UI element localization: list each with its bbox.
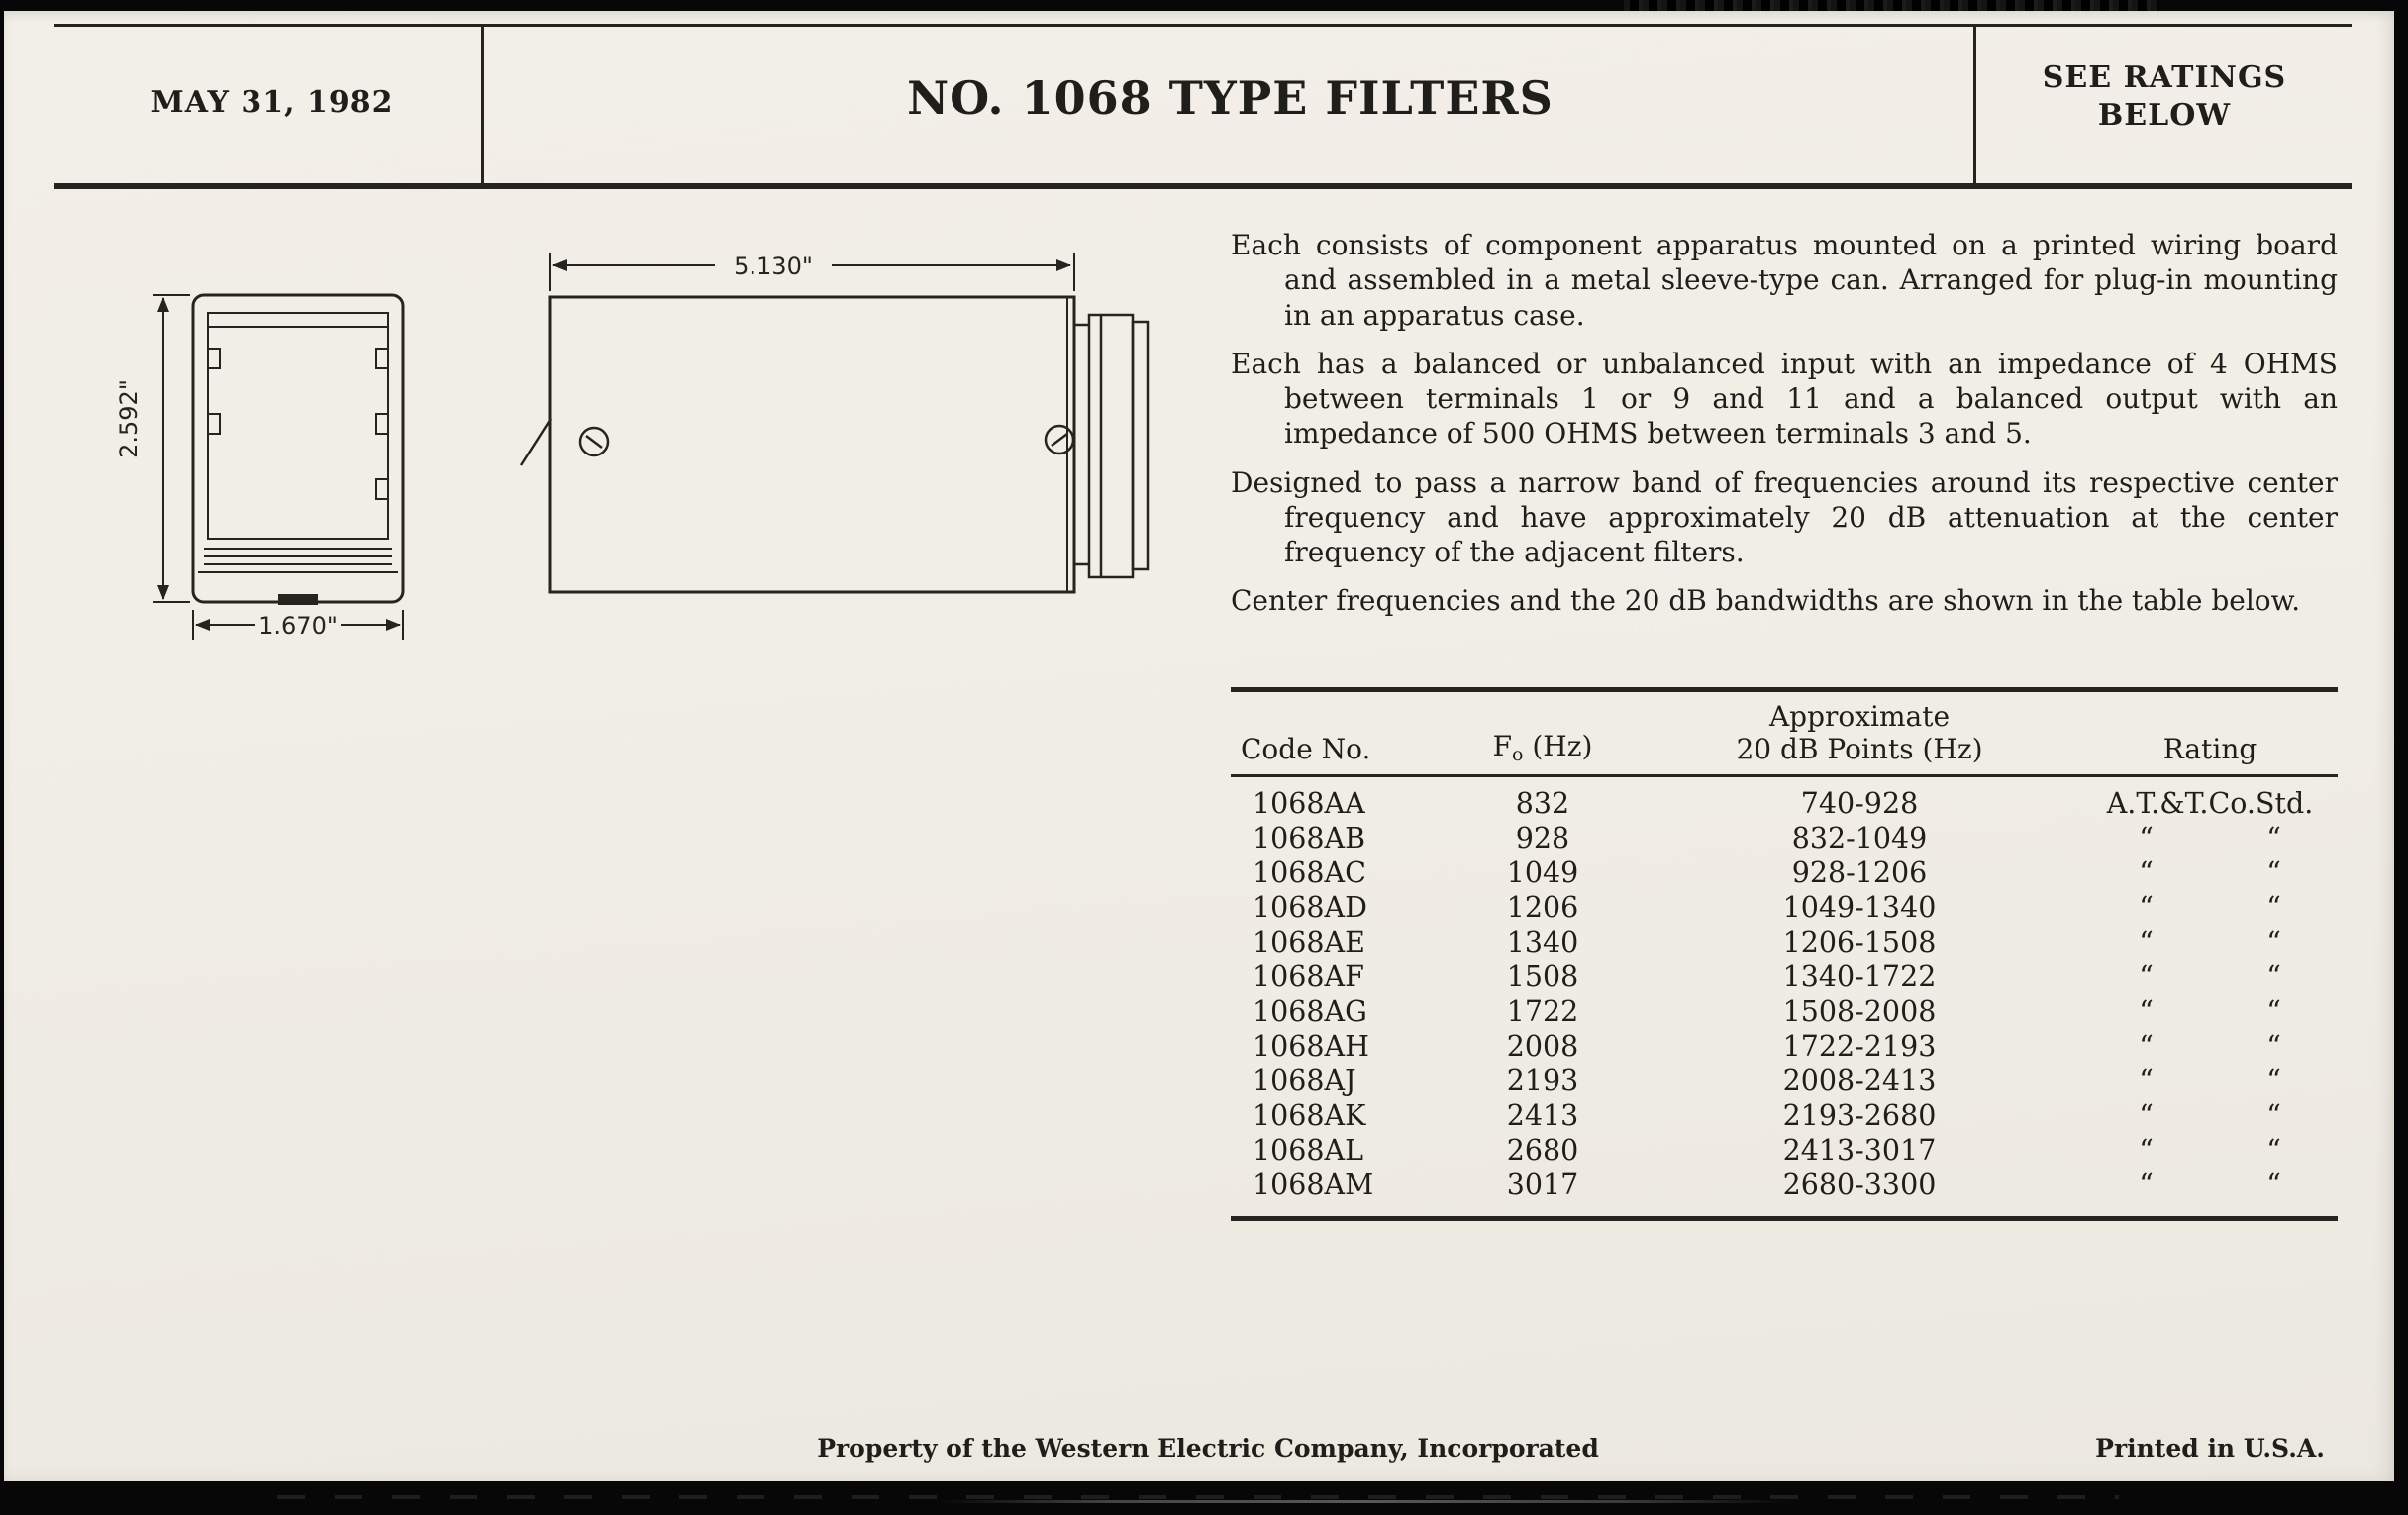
cell-code: 1068AG: [1253, 995, 1367, 1028]
cell-code: 1068AA: [1253, 787, 1365, 820]
ratings-note: [1980, 59, 2349, 134]
header-top-rule: [54, 24, 2352, 27]
dim-label-end-width: 1.670": [258, 612, 338, 640]
table-bottom-rule: [1231, 1216, 2338, 1221]
rating-text: A.T.&T.Co.Std.: [2106, 787, 2314, 820]
col-header-fo: [1449, 730, 1637, 765]
cell-code: 1068AK: [1253, 1099, 1366, 1132]
cell-rating: [2082, 857, 2338, 889]
table-row: [1231, 1063, 2338, 1098]
table-row: [1231, 925, 2338, 960]
page-title: NO. 1068 TYPE FILTERS: [907, 71, 1554, 125]
height-dimension: [153, 295, 190, 602]
cell-rating: [2082, 960, 2338, 993]
cell-points: 2193-2680: [1782, 1099, 1937, 1132]
cell-points: 1340-1722: [1782, 960, 1937, 993]
paragraph: Each has a balanced or unbalanced input with an impedance of 4 OHMS between terminals 1 or 9 and 11 and a balanced output with an impedance of 500 OHMS between terminals 3 and 5.: [1231, 347, 2338, 451]
ditto-mark: “: [2266, 1064, 2281, 1097]
ditto-mark: “: [2266, 926, 2281, 959]
ditto-mark: “: [2139, 1168, 2154, 1201]
cell-code: 1068AD: [1253, 891, 1367, 924]
ditto-mark: “: [2266, 1134, 2281, 1166]
cell-points: 1206-1508: [1782, 926, 1937, 959]
filter-table-body: [1231, 777, 2338, 1216]
ditto-mark: “: [2266, 995, 2281, 1028]
table-row: [1231, 890, 2338, 925]
ditto-mark: “: [2266, 1030, 2281, 1062]
col-header-points: [1637, 700, 2082, 765]
fo-symbol: F: [1492, 730, 1513, 762]
cell-fo: 1340: [1506, 926, 1579, 959]
cell-points: 2680-3300: [1782, 1168, 1937, 1201]
header-bottom-rule: [54, 183, 2352, 189]
description-block: [1231, 228, 2338, 633]
ditto-mark: “: [2266, 1099, 2281, 1132]
cell-rating: [2082, 822, 2338, 855]
cell-code: 1068AM: [1253, 1168, 1374, 1201]
ditto-mark: “: [2266, 857, 2281, 889]
cell-fo: 1722: [1506, 995, 1579, 1028]
cell-rating: [2082, 1134, 2338, 1166]
cell-code: 1068AH: [1253, 1030, 1369, 1062]
dim-label-end-height: 2.592": [115, 379, 143, 458]
paragraph: Designed to pass a narrow band of frequencies around its respective center frequency and have approximately 20 dB attenuation at the center frequency of the adjacent filters.: [1231, 465, 2338, 569]
ditto-mark: “: [2266, 1168, 2281, 1201]
ditto-mark: “: [2139, 822, 2154, 855]
footer-property-line: Property of the Western Electric Company, Incorporated: [817, 1434, 1599, 1463]
cell-code: 1068AE: [1253, 926, 1365, 959]
ratings-note-line2: BELOW: [2097, 97, 2232, 133]
cell-rating: [2082, 1099, 2338, 1132]
cell-points: 1049-1340: [1782, 891, 1937, 924]
ditto-mark: “: [2139, 1099, 2154, 1132]
ditto-mark: “: [2139, 1064, 2154, 1097]
cell-code: 1068AB: [1253, 822, 1366, 855]
table-row: [1231, 821, 2338, 856]
cell-points: 928-1206: [1791, 857, 1928, 889]
fo-unit: (Hz): [1523, 730, 1593, 762]
ditto-mark: “: [2139, 891, 2154, 924]
ditto-mark: “: [2139, 857, 2154, 889]
screw-icon: [1046, 426, 1073, 454]
table-row: [1231, 1133, 2338, 1167]
cell-rating: [2082, 1064, 2338, 1097]
table-row: [1231, 856, 2338, 890]
cell-fo: 2193: [1506, 1064, 1579, 1097]
table-row: [1231, 1029, 2338, 1063]
can-inner-detail: [198, 313, 398, 604]
cell-code: 1068AJ: [1253, 1064, 1356, 1097]
cell-code: 1068AF: [1253, 960, 1364, 993]
cell-fo: 3017: [1506, 1168, 1579, 1201]
table-row: [1231, 786, 2338, 821]
cell-rating: [2082, 926, 2338, 959]
ditto-mark: “: [2139, 1030, 2154, 1062]
cell-rating: [2082, 1168, 2338, 1201]
cell-rating: [2082, 995, 2338, 1028]
col-header-rating: Rating: [2162, 733, 2258, 765]
cell-code: 1068AL: [1253, 1134, 1364, 1166]
paragraph: Center frequencies and the 20 dB bandwidths are shown in the table below.: [1231, 584, 2301, 618]
side-view-drawing: [465, 226, 1228, 622]
table-row: [1231, 994, 2338, 1029]
table-row: [1231, 1098, 2338, 1133]
filters-table: [1231, 687, 2338, 1221]
header-divider-right: [1973, 24, 1976, 189]
cell-fo: 2008: [1506, 1030, 1579, 1062]
document-date: MAY 31, 1982: [150, 85, 394, 120]
cell-fo: 1206: [1506, 891, 1579, 924]
paragraph: Each consists of component apparatus mounted on a printed wiring board and assembled in a metal sleeve-type can. Arranged for plug-in mounting in an apparatus case.: [1231, 229, 2338, 332]
cell-points: 2008-2413: [1782, 1064, 1937, 1097]
col-header-points-line1: Approximate: [1768, 700, 1951, 733]
cell-code: 1068AC: [1253, 857, 1366, 889]
end-view-drawing: [109, 265, 455, 656]
cell-rating: [2082, 787, 2338, 820]
cell-points: 740-928: [1800, 787, 1919, 820]
ratings-note-line1: SEE RATINGS: [2042, 60, 2287, 95]
cell-fo: 1049: [1506, 857, 1579, 889]
table-row: [1231, 1167, 2338, 1202]
footer-printed-line: Printed in U.S.A.: [2095, 1434, 2325, 1463]
scan-artifact: [941, 1500, 1792, 1503]
cell-points: 2413-3017: [1782, 1134, 1937, 1166]
cell-fo: 2413: [1506, 1099, 1579, 1132]
ditto-mark: “: [2266, 891, 2281, 924]
cell-points: 832-1049: [1791, 822, 1928, 855]
col-header-code: Code No.: [1241, 733, 1371, 765]
cell-fo: 832: [1515, 787, 1570, 820]
cell-fo: 1508: [1506, 960, 1579, 993]
ditto-mark: “: [2139, 995, 2154, 1028]
table-row: [1231, 960, 2338, 994]
cell-points: 1722-2193: [1782, 1030, 1937, 1062]
ditto-mark: “: [2139, 926, 2154, 959]
ditto-mark: “: [2266, 822, 2281, 855]
header-divider-left: [481, 24, 484, 189]
col-header-points-line2: 20 dB Points (Hz): [1736, 733, 1983, 765]
dim-label-side-width: 5.130": [734, 252, 813, 280]
ditto-mark: “: [2139, 1134, 2154, 1166]
cell-fo: 928: [1515, 822, 1570, 855]
cell-points: 1508-2008: [1782, 995, 1937, 1028]
fo-subscript: o: [1512, 744, 1524, 765]
latch-line: [521, 419, 551, 465]
cell-fo: 2680: [1506, 1134, 1579, 1166]
screw-icon: [580, 428, 608, 455]
scan-artifact: [1624, 0, 2158, 11]
table-header: [1231, 692, 2338, 774]
scan-artifact: [277, 1495, 2119, 1499]
ditto-mark: “: [2139, 960, 2154, 993]
connector-detail: [1074, 315, 1148, 577]
ditto-mark: “: [2266, 960, 2281, 993]
cell-rating: [2082, 1030, 2338, 1062]
can-outline-side: [550, 297, 1074, 592]
cell-rating: [2082, 891, 2338, 924]
